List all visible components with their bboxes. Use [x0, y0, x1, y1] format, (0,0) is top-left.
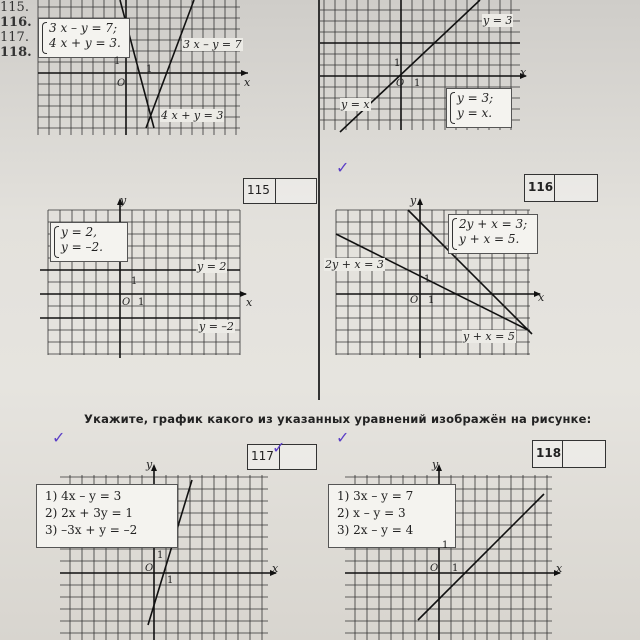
system-eq-1: y = 3; [457, 91, 494, 105]
section-title: Укажите, график какого из указанных уравнений изображён на рисунке: [84, 412, 592, 426]
checkmark-117-box: ✓ [272, 438, 286, 457]
axis-x-label-114: x [244, 76, 251, 89]
system-box-114 [38, 18, 130, 58]
checkmark-116: ✓ [336, 158, 350, 177]
system-eq-2: y + x = 5. [459, 232, 520, 246]
system-box-top-right [446, 88, 512, 128]
unit-x-117: 1 [167, 575, 174, 586]
axis-x-label-116: x [538, 291, 545, 304]
task-number-117: 117. [0, 30, 29, 45]
line-label-ym2: y = –2 [199, 320, 234, 333]
unit-y-116: 1 [424, 274, 431, 285]
unit-y-top-right: 1 [394, 58, 401, 69]
options-box-117 [36, 484, 178, 548]
line-label-y3: y = 3 [483, 14, 513, 27]
system-eq-2: 4 x + y = 3. [49, 36, 121, 50]
task-number-115: 115. [0, 0, 29, 15]
checkmark-117: ✓ [52, 428, 66, 447]
axis-y-label-115: y [120, 194, 127, 207]
axis-x-label-117: x [272, 562, 279, 575]
answer-box-116[interactable] [524, 174, 598, 202]
origin-117: O [145, 563, 154, 574]
origin-top-right: O [396, 78, 405, 89]
axis-y-label-117: y [146, 458, 153, 471]
answer-box-label-115: 115 [244, 179, 276, 203]
unit-x-114: 1 [146, 64, 153, 75]
unit-x-top-right: 1 [414, 78, 421, 89]
system-eq-1: y = 2, [61, 225, 97, 239]
unit-y-114: 1 [114, 56, 121, 67]
origin-114: O [117, 78, 126, 89]
answer-box-115[interactable] [243, 178, 317, 204]
option-1: 1) 3x – y = 7 [337, 489, 414, 503]
line-label-y2: y = 2 [197, 260, 227, 273]
line-label-yx: y = x [341, 98, 370, 111]
unit-x-118: 1 [452, 563, 459, 574]
answer-box-label-117: 117 [248, 445, 280, 469]
option-2: 2) x – y = 3 [337, 506, 406, 520]
axis-x-label-118: x [556, 562, 563, 575]
system-box-116 [448, 214, 538, 254]
axis-x-label-115: x [246, 296, 253, 309]
unit-x-116: 1 [428, 295, 435, 306]
origin-118: O [430, 563, 439, 574]
checkmark-118: ✓ [336, 428, 350, 447]
unit-y-117: 1 [157, 550, 164, 561]
unit-y-118: 1 [442, 540, 449, 551]
axis-y-label-116: y [410, 194, 417, 207]
origin-115: O [122, 297, 131, 308]
option-3: 3) 2x – y = 4 [337, 523, 414, 537]
task-number-118: 118. [0, 45, 32, 60]
system-eq-2: y = x. [457, 106, 493, 120]
option-3: 3) –3x + y = –2 [45, 523, 138, 537]
axis-y-label-118: y [432, 458, 439, 471]
line-label-y+x-5: y + x = 5 [463, 330, 515, 343]
answer-box-label-116: 116 [525, 175, 555, 201]
system-eq-1: 3 x – y = 7; [49, 21, 117, 35]
task-number-116: 116. [0, 15, 32, 30]
answer-box-118[interactable] [532, 440, 606, 468]
options-box-118 [328, 484, 456, 548]
line-label-114-a: 3 x – y = 7 [183, 38, 242, 51]
line-label-2y+x-3: 2y + x = 3 [325, 258, 384, 271]
origin-116: O [410, 295, 419, 306]
line-label-114-b: 4 x + y = 3 [161, 109, 224, 122]
system-eq-2: y = –2. [61, 240, 103, 254]
option-2: 2) 2x + 3y = 1 [45, 506, 133, 520]
system-box-115 [50, 222, 128, 262]
axis-x-label-top-right: x [520, 66, 527, 79]
unit-x-115: 1 [138, 297, 145, 308]
answer-box-label-118: 118 [533, 441, 563, 467]
option-1: 1) 4x – y = 3 [45, 489, 122, 503]
system-eq-1: 2y + x = 3; [459, 217, 528, 231]
unit-y-115: 1 [131, 276, 138, 287]
